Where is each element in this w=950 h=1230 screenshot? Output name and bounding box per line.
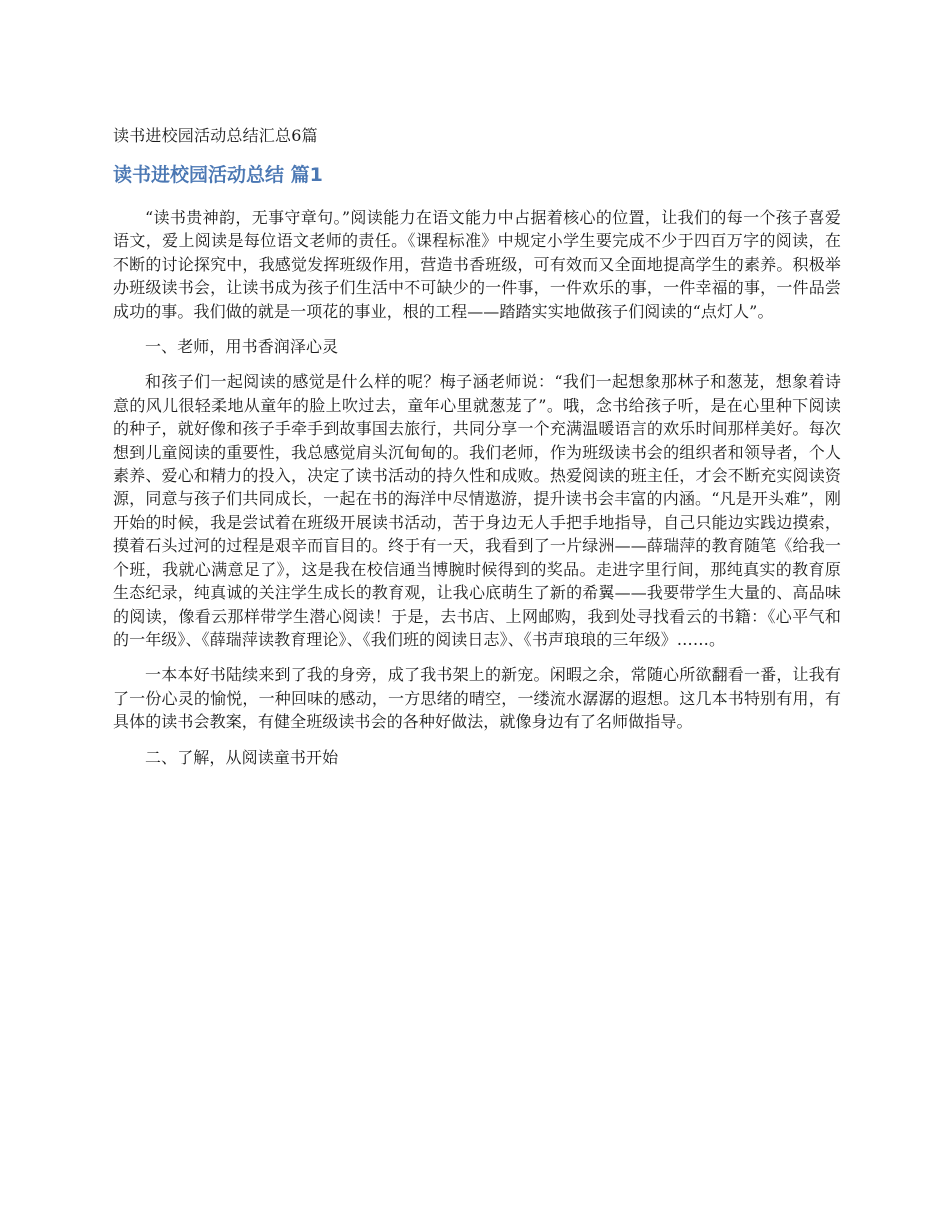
document-page	[113, 122, 841, 781]
subheading-teacher: 一、老师，用书香润泽心灵	[145, 337, 339, 357]
document-title: 读书进校园活动总结汇总6篇	[113, 126, 318, 145]
paragraph-intro: “读书贵神韵，无事守章句。”阅读能力在语文能力中占据着核心的位置，让我们的每一个孩子喜爱语文，爱上阅读是每位语文老师的责任。《课程标准》中规定小学生要完成不少于四百万字的阅读，在不断的讨论探究中，我感觉发挥班级作用，营造书香班级，可有效而又全面地提高学生的素养。积极举办班级读书会，让读书成为孩子们生活中不可缺少的一件事，一件欢乐的事，一件幸福的事，一件品尝成功的事。我们做的就是一项花的事业，根的工程——踏踏实实地做孩子们阅读的“点灯人”。	[113, 208, 841, 321]
subheading-understand: 二、了解，从阅读童书开始	[145, 747, 339, 767]
section-heading: 读书进校园活动总结 篇1	[113, 164, 323, 186]
paragraph-reading-feeling: 和孩子们一起阅读的感觉是什么样的呢？梅子涵老师说：“我们一起想象那林子和葱茏，想象着诗意的风儿很轻柔地从童年的脸上吹过去，童年心里就葱茏了”。哦，念书给孩子听，是在心里种下阅读的种子，就好像和孩子手牵手到故事国去旅行，共同分享一个充满温暖语言的欢乐时间那样美好。每次想到儿童阅读的重要性，我总感觉肩头沉甸甸的。我们老师，作为班级读书会的组织者和领导者，个人素养、爱心和精力的投入，决定了读书活动的持久性和成败。热爱阅读的班主任，才会不断充实阅读资源，同意与孩子们共同成长，一起在书的海洋中尽情遨游，提升读书会丰富的内涵。“凡是开头难”，刚开始的时候，我是尝试着在班级开展读书活动，苦于身边无人手把手地指导，自己只能边实践边摸索，摸着石头过河的过程是艰辛而盲目的。终于有一天，我看到了一片绿洲——薛瑞萍的教育随笔《给我一个班，我就心满意足了》，这是我在校信通当博腕时候得到的奖品。走进字里行间，那纯真实的教育原生态纪录，纯真诚的关注学生成长的教育观，让我心底萌生了新的希翼——我要带学生大量的、高品味的阅读，像看云那样带学生潜心阅读！于是，去书店、上网邮购，我到处寻找看云的书籍：《心平气和的一年级》、《薛瑞萍读教育理论》、《我们班的阅读日志》、《书声琅琅的三年级》……。	[113, 372, 841, 649]
paragraph-good-books: 一本本好书陆续来到了我的身旁，成了我书架上的新宠。闲暇之余，常随心所欲翻看一番，让我有了一份心灵的愉悦，一种回味的感动，一方思绪的晴空，一缕流水潺潺的遐想。这几本书特别有用，有具体的读书会教案，有健全班级读书会的各种好做法，就像身边有了名师做指导。	[113, 665, 841, 732]
